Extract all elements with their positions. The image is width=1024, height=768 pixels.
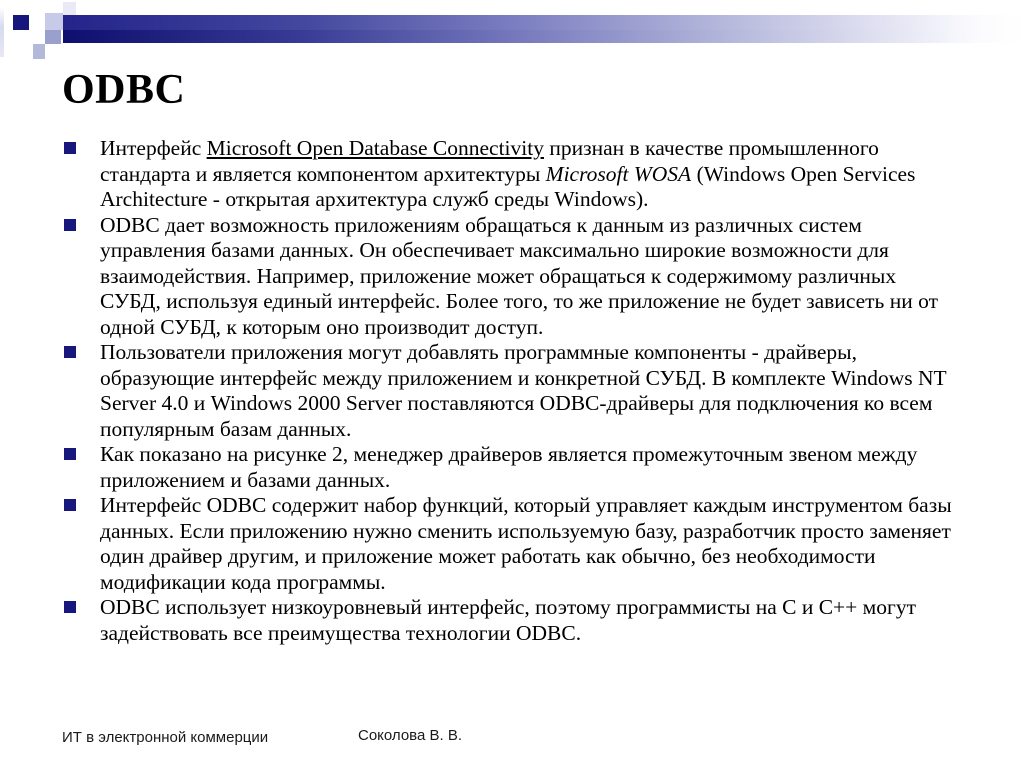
header-gradient-bar-bottom <box>63 30 1024 43</box>
text-run: Интерфейс <box>100 136 207 160</box>
bullet-item-3 <box>63 340 960 442</box>
footer-author-name: Соколова В. В. <box>358 727 463 744</box>
bullet-square-icon <box>64 346 76 358</box>
bullet-text <box>100 595 916 645</box>
deco-square-gray <box>33 44 45 59</box>
header-decoration <box>0 0 1024 64</box>
bullet-square-icon <box>64 499 76 511</box>
slide-title: ODBC <box>62 67 186 113</box>
text-run: Пользователи приложения могут добавлять программные компоненты - драйверы, образующие интерфейс между приложением и конкретной СУБД. В комплекте Windows NT Server 4.0 и Windows 2000 Server поставляются ODBC-драйверы для подключения ко всем популярным базам данных. <box>100 340 947 441</box>
slide-footer <box>0 726 1024 750</box>
bullet-text <box>100 340 946 441</box>
deco-left-strip <box>0 7 4 57</box>
bullet-list <box>63 136 960 646</box>
bullet-square-icon <box>64 448 76 460</box>
text-run: Интерфейс ODBC содержит набор функций, который управляет каждым инструментом базы данных. Если приложению нужно сменить используемую базу, разработчик просто заменяет один драйвер другим, и приложение может работать как обычно, без необходимости модификации кода программы. <box>100 493 952 594</box>
deco-square-light <box>45 13 63 30</box>
bullet-text <box>100 442 917 492</box>
deco-square-medium <box>45 30 61 44</box>
bullet-square-icon <box>64 219 76 231</box>
text-run: (Windows Open Services Architecture - открытая архитектура служб среды Windows). <box>100 161 916 211</box>
bullet-item-2 <box>63 213 960 341</box>
bullet-square-icon <box>64 601 76 613</box>
bullet-text <box>100 136 915 211</box>
text-run-underline: Microsoft Open Database Connectivity <box>206 136 544 160</box>
bullet-item-6 <box>63 595 960 646</box>
text-run: Как показано на рисунке 2, менеджер драйверов является промежуточным звеном между приложением и базами данных. <box>100 442 918 492</box>
bullet-item-4 <box>63 442 960 493</box>
text-run: ODBC дает возможность приложениям обращаться к данным из различных систем управления базами данных. Он обеспечивает максимально широкие возможности для взаимодействия. Например, приложение может обращаться к содержимому различных СУБД, используя единый интерфейс. Более того, то же приложение не будет зависеть ни от одной СУБД, к которым оно производит доступ. <box>100 212 938 339</box>
footer-course-name: ИТ в электронной коммерции <box>62 729 269 746</box>
bullet-item-5 <box>63 493 960 595</box>
text-run: признан в качестве промышленного стандарта и является компонентом архитектуры <box>100 136 879 186</box>
header-gradient-bar-top <box>63 15 1024 30</box>
deco-square-pale <box>63 2 76 15</box>
bullet-item-1 <box>63 136 960 213</box>
text-run: ODBC использует низкоуровневый интерфейс, поэтому программисты на C и C++ могут задействовать все преимущества технологии ODBC. <box>100 595 917 645</box>
bullet-square-icon <box>64 142 76 154</box>
bullet-text <box>100 213 938 339</box>
bullet-text <box>100 493 952 594</box>
deco-square-navy <box>13 15 29 30</box>
text-run-italic: Microsoft WOSA <box>545 161 692 186</box>
